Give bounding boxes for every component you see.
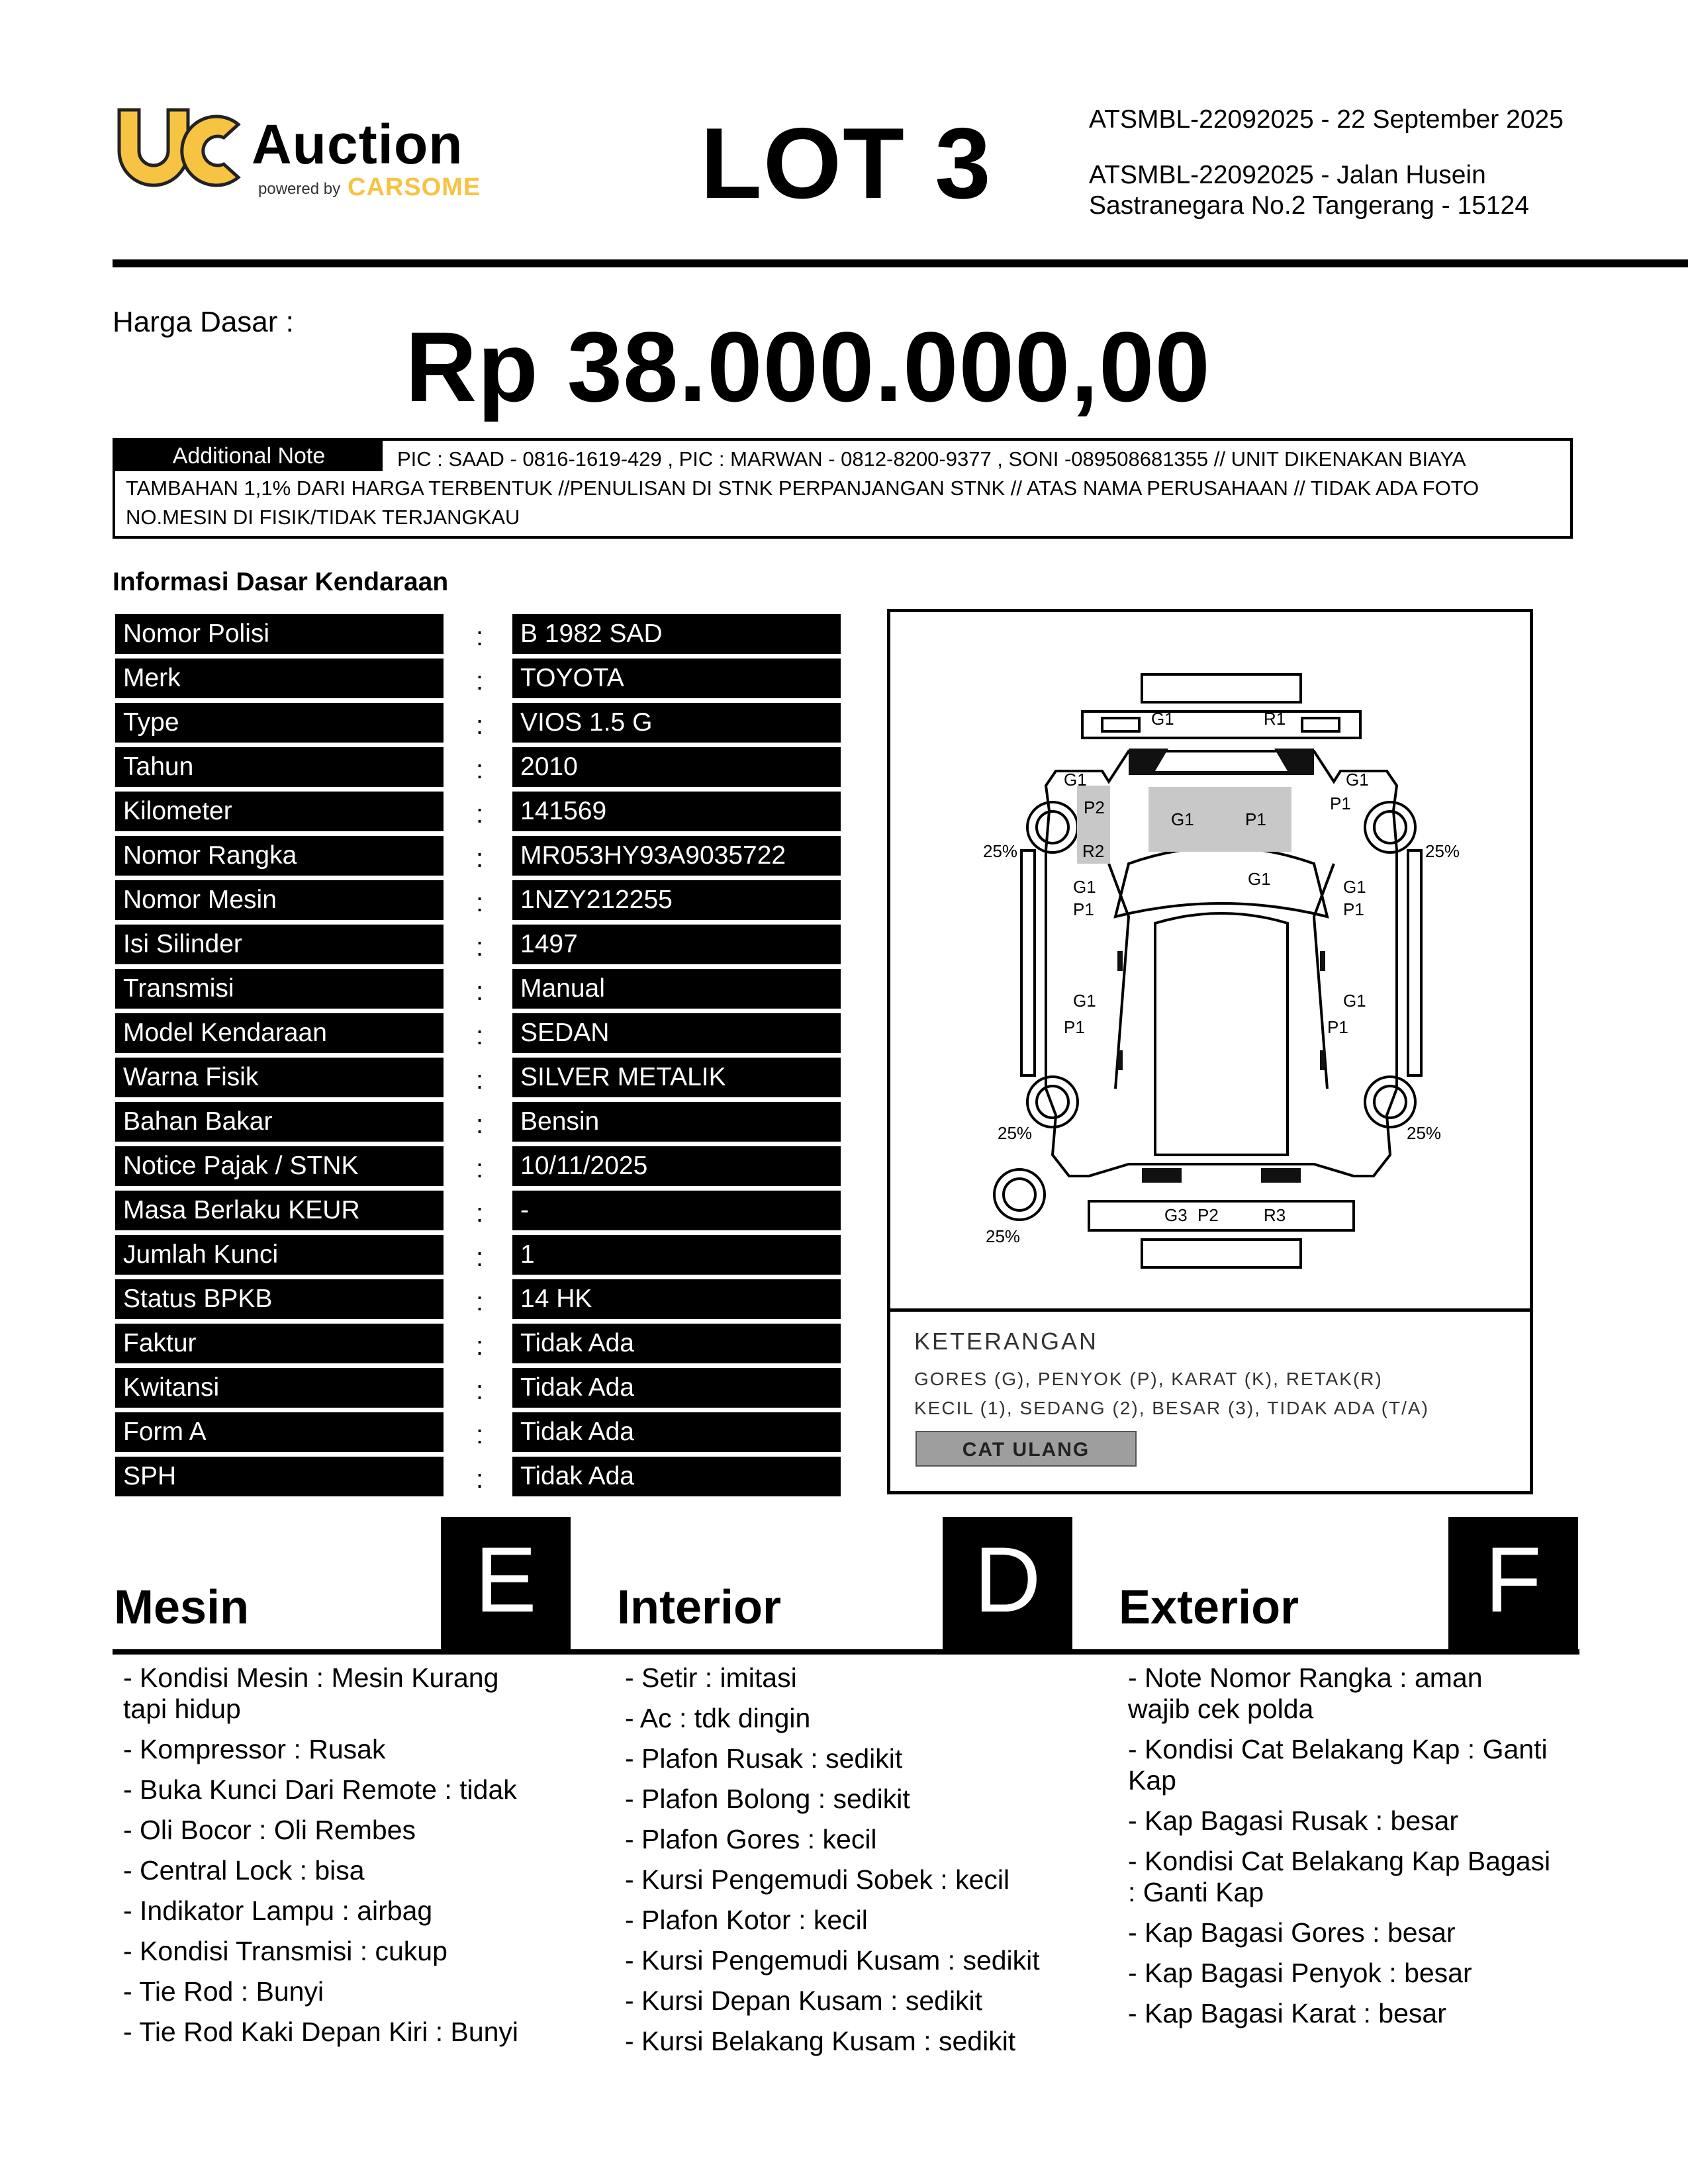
mesin-title: Mesin (114, 1581, 250, 1634)
info-separator: : (476, 1287, 484, 1316)
mesin-list-item: - Tie Rod : Bunyi (123, 1976, 324, 2007)
info-separator: : (476, 977, 484, 1006)
vehicle-info-table (115, 614, 843, 1501)
interior-list-item: - Plafon Bolong : sedikit (625, 1784, 910, 1814)
info-row (115, 614, 843, 659)
auction-info (1089, 105, 1592, 246)
info-separator: : (476, 711, 484, 740)
info-value: VIOS 1.5 G (512, 703, 841, 743)
mesin-list-item: - Buka Kunci Dari Remote : tidak (123, 1774, 517, 1805)
info-row (115, 659, 843, 703)
info-value: B 1982 SAD (512, 614, 841, 654)
tire-rear-left (1027, 1077, 1078, 1127)
front-bumper-top (1142, 674, 1301, 702)
info-row (115, 1191, 843, 1235)
interior-list-item: - Kursi Pengemudi Sobek : kecil (625, 1864, 1010, 1895)
base-price-label: Harga Dasar : (113, 306, 294, 338)
info-row (115, 1457, 843, 1501)
header-divider (113, 259, 1688, 267)
exterior-list-item: - Kap Bagasi Penyok : besar (1128, 1958, 1472, 1988)
additional-note-label: Additional Note (115, 441, 383, 471)
info-separator: : (476, 844, 484, 873)
exterior-title: Exterior (1119, 1581, 1299, 1634)
info-separator: : (476, 1199, 484, 1228)
info-separator: : (476, 888, 484, 917)
info-separator: : (476, 1376, 484, 1405)
info-row (115, 1102, 843, 1146)
mesin-list-item: - Kondisi Transmisi : cukup (123, 1936, 447, 1966)
info-separator: : (476, 1243, 484, 1272)
interior-title: Interior (617, 1581, 782, 1634)
info-label: Merk (115, 659, 444, 698)
info-label: Nomor Rangka (115, 836, 444, 876)
info-row (115, 1146, 843, 1191)
exterior-list-item: - Kondisi Cat Belakang Kap : Ganti Kap (1128, 1734, 1548, 1796)
label-hood-g: G1 (1171, 809, 1194, 829)
info-row (115, 792, 843, 836)
info-row (115, 925, 843, 969)
legend-repaint-swatch: CAT ULANG (915, 1431, 1137, 1467)
info-value: SILVER METALIK (512, 1058, 841, 1097)
info-label: Kwitansi (115, 1368, 444, 1408)
label-hood-p: P1 (1245, 809, 1266, 829)
info-separator: : (476, 1110, 484, 1139)
info-label: Jumlah Kunci (115, 1235, 444, 1275)
interior-list-item: - Plafon Kotor : kecil (625, 1905, 868, 1935)
info-label: Transmisi (115, 969, 444, 1009)
label-rr-door-p: P1 (1327, 1017, 1348, 1037)
logo-wordmark: Auction (252, 113, 463, 175)
label-front-g: G1 (1151, 709, 1174, 729)
auction-location: ATSMBL-22092025 - Jalan Husein Sastranegara No.2 Tangerang - 15124 (1089, 161, 1529, 220)
tire-front-right (1365, 802, 1415, 852)
interior-list-item: - Setir : imitasi (625, 1662, 797, 1693)
fog-lamp-right (1302, 718, 1339, 731)
label-fr-door-g: G1 (1343, 877, 1366, 897)
info-value: - (512, 1191, 841, 1230)
info-separator: : (476, 622, 484, 651)
info-label: Type (115, 703, 444, 743)
label-tire-rl: 25% (998, 1123, 1033, 1143)
door-handle-fl (1117, 951, 1123, 971)
info-separator: : (476, 1465, 484, 1494)
info-row (115, 1279, 843, 1324)
label-rear-g: G3 (1164, 1205, 1188, 1225)
mesin-grade-badge: E (441, 1517, 571, 1649)
info-separator: : (476, 755, 484, 784)
exterior-list-item: - Kap Bagasi Gores : besar (1128, 1917, 1456, 1948)
fog-lamp-left (1102, 718, 1139, 731)
info-value: 1NZY212255 (512, 880, 841, 920)
mesin-list-item: - Kompressor : Rusak (123, 1734, 386, 1764)
interior-list-item: - Plafon Gores : kecil (625, 1824, 877, 1854)
info-separator: : (476, 1154, 484, 1183)
auction-logo (113, 99, 483, 212)
info-value: 2010 (512, 747, 841, 787)
interior-list-item: - Plafon Rusak : sedikit (625, 1743, 903, 1774)
info-row (115, 1412, 843, 1457)
door-handle-rr (1320, 1050, 1325, 1070)
info-separator: : (476, 1420, 484, 1449)
logo-brand: CARSOME (348, 173, 481, 201)
label-fl-fender-r: R2 (1082, 841, 1105, 861)
info-value: Bensin (512, 1102, 841, 1142)
tire-spare-rim (1004, 1179, 1035, 1210)
legend-severity: KECIL (1), SEDANG (2), BESAR (3), TIDAK ADA (T/A) (914, 1398, 1429, 1418)
info-value: Tidak Ada (512, 1324, 841, 1363)
label-tire-fr: 25% (1425, 841, 1460, 861)
door-handle-fr (1320, 951, 1325, 971)
mesin-list-item: - Tie Rod Kaki Depan Kiri : Bunyi (123, 2017, 519, 2047)
info-value: MR053HY93A9035722 (512, 836, 841, 876)
door-handle-rl (1117, 1050, 1123, 1070)
diagram-legend (890, 1308, 1530, 1494)
mesin-list-item: - Kondisi Mesin : Mesin Kurang tapi hidup (123, 1662, 499, 1724)
interior-list (625, 1662, 1049, 2066)
mesin-list-item: - Indikator Lampu : airbag (123, 1895, 433, 1926)
label-rear-r: R3 (1264, 1205, 1286, 1225)
label-rl-door-g: G1 (1073, 991, 1096, 1011)
info-value: 14 HK (512, 1279, 841, 1319)
info-label: Model Kendaraan (115, 1013, 444, 1053)
rear-bumper-bottom (1142, 1240, 1301, 1267)
info-value: TOYOTA (512, 659, 841, 698)
label-tire-rr: 25% (1407, 1123, 1442, 1143)
grades-divider (113, 1649, 1579, 1655)
interior-list-item: - Kursi Pengemudi Kusam : sedikit (625, 1945, 1040, 1976)
info-label: Bahan Bakar (115, 1102, 444, 1142)
label-rl-door-p: P1 (1064, 1017, 1085, 1037)
info-value: SEDAN (512, 1013, 841, 1053)
label-fl-fender-p: P2 (1084, 797, 1105, 817)
exterior-list (1128, 1662, 1552, 2038)
info-row (115, 747, 843, 792)
right-side-panel (1408, 850, 1421, 1075)
info-label: Isi Silinder (115, 925, 444, 964)
mesin-list-item: - Oli Bocor : Oli Rembes (123, 1815, 416, 1845)
interior-list-item: - Ac : tdk dingin (625, 1703, 811, 1733)
interior-list-item: - Kursi Depan Kusam : sedikit (625, 1985, 983, 2016)
logo-powered-by: powered by (258, 180, 341, 198)
exterior-list-item: - Kap Bagasi Rusak : besar (1128, 1805, 1459, 1836)
info-row (115, 880, 843, 925)
interior-list-item: - Kursi Belakang Kusam : sedikit (625, 2026, 1016, 2056)
info-value: 1497 (512, 925, 841, 964)
label-front-r: R1 (1264, 709, 1286, 729)
front-bumper (1082, 711, 1360, 738)
tire-front-right-rim (1374, 811, 1406, 843)
interior-grade-badge: D (943, 1517, 1072, 1649)
label-tire-fl: 25% (983, 841, 1018, 861)
mesin-list-item: - Central Lock : bisa (123, 1855, 365, 1886)
info-label: Nomor Mesin (115, 880, 444, 920)
label-fl-door-p: P1 (1073, 899, 1094, 919)
info-value: 1 (512, 1235, 841, 1275)
left-side-panel (1021, 850, 1035, 1075)
vehicle-info-title: Informasi Dasar Kendaraan (113, 568, 449, 596)
tire-spare (994, 1169, 1045, 1220)
info-separator: : (476, 1021, 484, 1050)
tire-front-left-rim (1037, 811, 1068, 843)
info-value: Manual (512, 969, 841, 1009)
tire-rear-left-rim (1037, 1086, 1068, 1118)
info-row (115, 1324, 843, 1368)
lot-number: LOT 3 (700, 107, 992, 220)
info-row (115, 1013, 843, 1058)
label-windshield-g: G1 (1248, 869, 1271, 889)
label-rear-p: P2 (1197, 1205, 1219, 1225)
info-value: 141569 (512, 792, 841, 831)
car-diagram-svg (890, 612, 1530, 1308)
label-fl-door-g: G1 (1073, 877, 1096, 897)
tire-rear-right (1365, 1077, 1415, 1127)
info-label: Notice Pajak / STNK (115, 1146, 444, 1186)
info-row (115, 836, 843, 880)
info-separator: : (476, 1332, 484, 1361)
base-price-value: Rp 38.000.000,00 (405, 311, 1211, 422)
info-row (115, 1058, 843, 1102)
info-separator: : (476, 666, 484, 696)
exterior-list-item: - Kap Bagasi Karat : besar (1128, 1998, 1446, 2028)
info-label: Status BPKB (115, 1279, 444, 1319)
label-fr-fender-g: G1 (1346, 770, 1369, 790)
info-label: Kilometer (115, 792, 444, 831)
info-value: Tidak Ada (512, 1368, 841, 1408)
exterior-list-item: - Kondisi Cat Belakang Kap Bagasi : Ganti Kap (1128, 1846, 1551, 1907)
info-row (115, 1235, 843, 1279)
info-label: Nomor Polisi (115, 614, 444, 654)
rear-light-right (1261, 1168, 1301, 1183)
info-label: Form A (115, 1412, 444, 1452)
info-value: 10/11/2025 (512, 1146, 841, 1186)
car-condition-diagram (887, 609, 1533, 1494)
info-value: Tidak Ada (512, 1412, 841, 1452)
legend-title: KETERANGAN (914, 1328, 1099, 1355)
repaint-hood (1149, 787, 1291, 852)
uc-logo-icon (113, 105, 245, 191)
rear-bumper (1089, 1201, 1354, 1230)
exterior-list-item: - Note Nomor Rangka : aman wajib cek polda (1128, 1662, 1483, 1724)
info-row (115, 703, 843, 747)
roof (1155, 913, 1288, 1155)
info-row (115, 1368, 843, 1412)
info-label: Masa Berlaku KEUR (115, 1191, 444, 1230)
info-separator: : (476, 799, 484, 829)
info-label: Faktur (115, 1324, 444, 1363)
label-tire-spare: 25% (986, 1226, 1021, 1246)
tire-front-left (1027, 802, 1078, 852)
additional-note-text: PIC : SAAD - 0816-1619-429 , PIC : MARWAN - 0812-8200-9377 , SONI -089508681355 // UNIT DIKENAKAN BIAYA TAMBAHAN 1,1% DARI HARGA TERBENTUK //PENULISAN DI STNK PERPANJANGAN STNK // ATAS NAMA PERUSAHAAN // TIDAK ADA FOTO NO.MESIN DI FISIK/TIDAK TERJANGKAU (126, 447, 1479, 529)
mesin-list (123, 1662, 547, 2057)
info-label: SPH (115, 1457, 444, 1496)
windshield (1115, 847, 1327, 917)
auction-date: ATSMBL-22092025 - 22 September 2025 (1089, 105, 1564, 134)
legend-damage-types: GORES (G), PENYOK (P), KARAT (K), RETAK(R) (914, 1369, 1383, 1389)
info-label: Warna Fisik (115, 1058, 444, 1097)
label-fl-fender-g: G1 (1064, 770, 1087, 790)
exterior-grade-badge: F (1448, 1517, 1578, 1649)
label-rr-door-g: G1 (1343, 991, 1366, 1011)
label-fr-fender-p: P1 (1330, 794, 1351, 813)
info-row (115, 969, 843, 1013)
info-label: Tahun (115, 747, 444, 787)
label-fr-door-p: P1 (1343, 899, 1364, 919)
info-separator: : (476, 933, 484, 962)
info-separator: : (476, 1066, 484, 1095)
info-value: Tidak Ada (512, 1457, 841, 1496)
tire-rear-right-rim (1374, 1086, 1406, 1118)
additional-note (113, 438, 1573, 539)
rear-light-left (1142, 1168, 1182, 1183)
